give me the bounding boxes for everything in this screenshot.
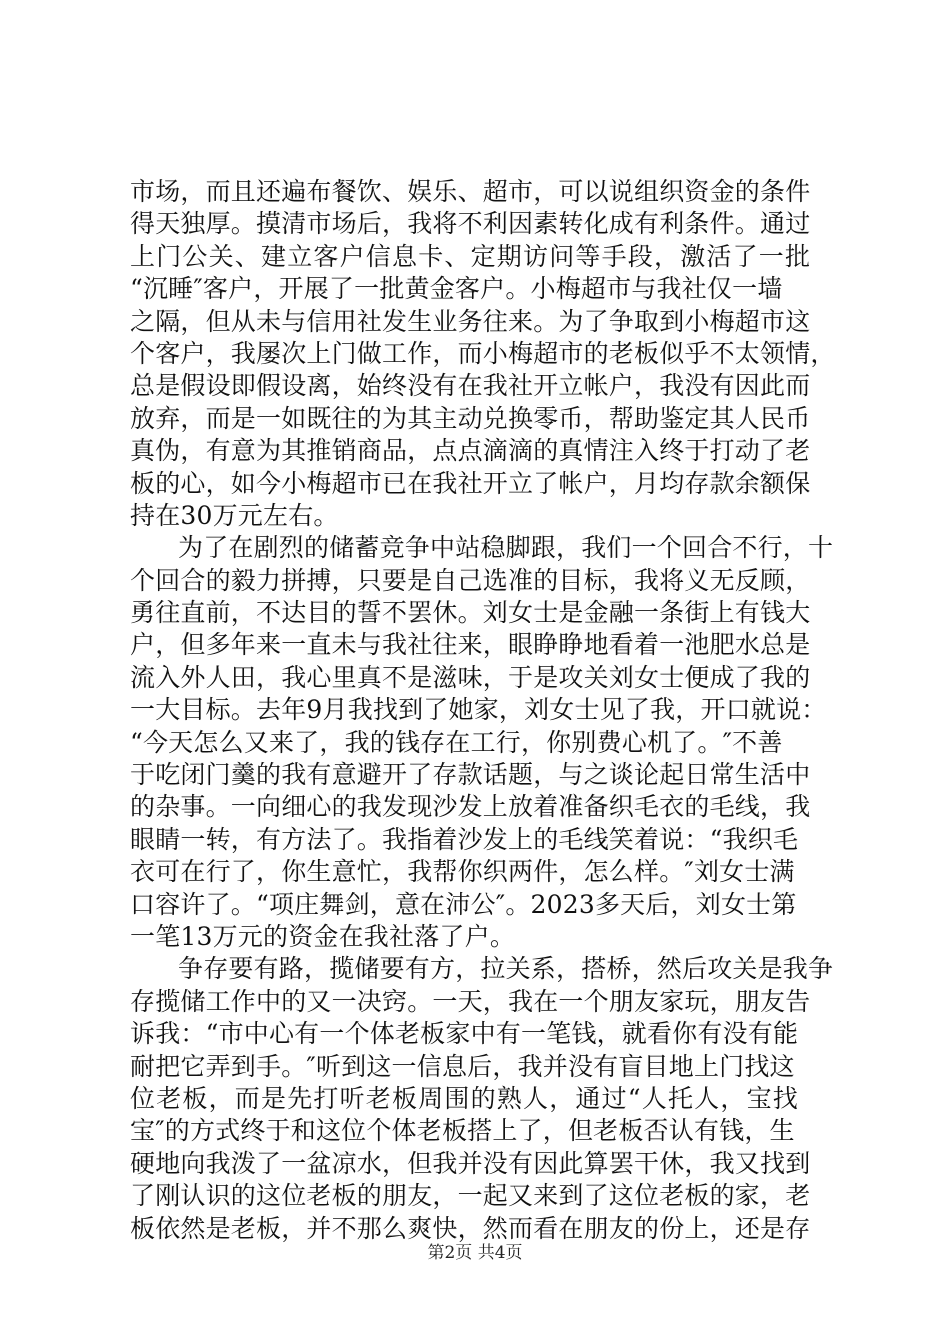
text-line: 个客户，我屡次上门做工作，而小梅超市的老板似乎不太领情， [130, 338, 836, 368]
text-line: 上门公关、建立客户信息卡、定期访问等手段，激活了一批 [130, 241, 812, 271]
text-line: 的杂事。一向细心的我发现沙发上放着准备织毛衣的毛线，我 [130, 792, 811, 822]
text-line: 放弃，而是一如既往的为其主动兑换零币，帮助鉴定其人民币 [130, 403, 811, 433]
text-line: 市场，而且还遍布餐饮、娱乐、超市，可以说组织资金的条件 [130, 177, 811, 206]
text-line: 一笔13万元的资金在我社落了户。 [130, 921, 516, 951]
text-line: 硬地向我泼了一盆凉水，但我并没有因此算罢干休，我又找到 [130, 1148, 811, 1178]
page-number: 第2页 共4页 [427, 1243, 523, 1263]
text-line: 得天独厚。摸清市场后，我将不利因素转化成有利条件。通过 [130, 209, 811, 239]
text-line: 个回合的毅力拼搏，只要是自己选准的目标，我将义无反顾， [130, 565, 811, 595]
text-line: 诉我：“市中心有一个体老板家中有一笔钱，就看你有没有能 [130, 1019, 799, 1049]
text-line: 总是假设即假设离，始终没有在我社开立帐户，我没有因此而 [130, 371, 811, 401]
text-line: 衣可在行了，你生意忙，我帮你织两件，怎么样。″刘女士满 [130, 857, 795, 887]
page-footer [0, 1242, 950, 1264]
paragraph-start-line: 争存要有路，揽储要有方，拉关系，搭桥，然后攻关是我争 [178, 954, 834, 984]
text-line: “今天怎么又来了，我的钱存在工行，你别费心机了。″不善 [130, 727, 783, 757]
text-line: 宝″的方式终于和这位个体老板搭上了，但老板否认有钱，生 [130, 1116, 795, 1146]
text-line: 户，但多年来一直未与我社往来，眼睁睁地看着一池肥水总是 [130, 630, 811, 660]
text-line: 持在30万元左右。 [130, 500, 339, 530]
text-line: 之隔，但从未与信用社发生业务往来。为了争取到小梅超市这 [130, 306, 811, 336]
text-line: 耐把它弄到手。″听到这一信息后，我并没有盲目地上门找这 [130, 1051, 795, 1081]
text-line: 流入外人田，我心里真不是滋味，于是攻关刘女士便成了我的 [130, 662, 811, 692]
text-line: 板的心，如今小梅超市已在我社开立了帐户，月均存款余额保 [130, 468, 811, 498]
text-line: 位老板，而是先打听老板周围的熟人，通过“人托人，宝找 [130, 1083, 799, 1113]
paragraph-start-line: 为了在剧烈的储蓄竞争中站稳脚跟，我们一个回合不行，十 [178, 533, 834, 563]
text-line: 真伪，有意为其推销商品，点点滴滴的真情注入终于打动了老 [130, 436, 811, 466]
text-line: 存揽储工作中的又一决窍。一天，我在一个朋友家玩，朋友告 [130, 986, 811, 1016]
text-line: “沉睡″客户，开展了一批黄金客户。小梅超市与我社仅一墙 [130, 274, 783, 304]
text-line: 了刚认识的这位老板的朋友，一起又来到了这位老板的家，老 [130, 1181, 811, 1211]
text-line: 眼睛一转，有方法了。我指着沙发上的毛线笑着说：“我织毛 [130, 824, 799, 854]
text-line: 一大目标。去年9月我找到了她家，刘女士见了我，开口就说： [130, 695, 827, 725]
body-text [130, 176, 836, 1245]
text-line: 于吃闭门羹的我有意避开了存款话题，与之谈论起日常生活中 [130, 760, 811, 790]
text-line: 口容许了。“项庄舞剑，意在沛公″。2023多天后，刘女士第 [130, 889, 797, 919]
text-line: 板依然是老板，并不那么爽快，然而看在朋友的份上，还是存 [130, 1213, 811, 1243]
text-line: 勇往直前，不达目的誓不罢休。刘女士是金融一条街上有钱大 [130, 598, 811, 628]
